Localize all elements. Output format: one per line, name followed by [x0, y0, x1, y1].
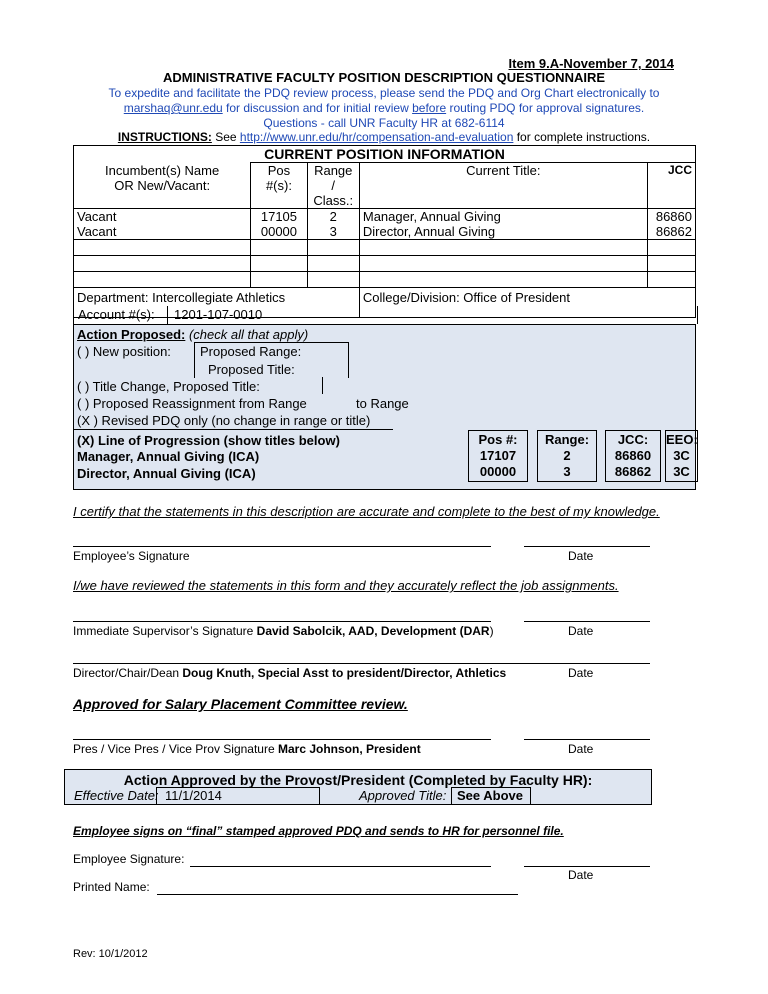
- supervisor-signature-line[interactable]: [73, 621, 491, 622]
- employee-signature-label: Employee’s Signature: [73, 549, 190, 563]
- supervisor-date-line[interactable]: [524, 621, 650, 622]
- table-row-empty: [74, 240, 696, 256]
- instructions-post: for complete instructions.: [513, 130, 651, 144]
- table-row-empty: [74, 256, 696, 272]
- action-proposed-heading: Action Proposed: (check all that apply): [77, 327, 309, 342]
- instructions-link[interactable]: http://www.unr.edu/hr/compensation-and-evaluation: [239, 130, 514, 144]
- final-note: Employee signs on “final” stamped approved PDQ and sends to HR for personnel file.: [73, 824, 564, 838]
- new-position-checkbox[interactable]: ( ) New position:: [77, 344, 171, 359]
- reassignment-checkbox[interactable]: ( ) Proposed Reassignment from Range: [77, 396, 307, 411]
- lop-jcc-box: JCC: 86860 86862: [605, 430, 661, 482]
- president-date-line[interactable]: [524, 739, 650, 740]
- reviewed-statement: I/we have reviewed the statements in this form and they accurately reflect the job assignments.: [73, 578, 619, 593]
- date-label: Date: [568, 666, 594, 680]
- header-incumbent: Incumbent(s) Name OR New/Vacant:: [74, 163, 251, 209]
- notice-email-link[interactable]: marshaq@unr.edu: [123, 101, 223, 115]
- effective-date-label: Effective Date:: [74, 788, 159, 803]
- director-signature-line[interactable]: [73, 663, 650, 664]
- employee-signature-final-line[interactable]: [190, 866, 491, 867]
- notice-line-3: Questions - call UNR Faculty HR at 682-6114: [263, 116, 505, 130]
- college-field: College/Division: Office of President: [359, 288, 695, 318]
- instructions-pre: See: [211, 130, 240, 144]
- certify-statement: I certify that the statements in this description are accurate and complete to the best of my knowledge.: [73, 504, 660, 519]
- notice-before: before: [412, 101, 447, 115]
- lop-range-box: Range: 2 3: [537, 430, 597, 482]
- lop-heading[interactable]: (X) Line of Progression (show titles below): [77, 433, 340, 448]
- instructions-line: [0, 130, 768, 144]
- table-row: Vacant 00000 3 Director, Annual Giving 86862: [74, 224, 696, 240]
- effective-date-value: 11/1/2014: [165, 788, 222, 803]
- approved-title-value: See Above: [457, 788, 523, 803]
- supervisor-signature-label: Immediate Supervisor’s Signature David Sabolcik, AAD, Development (DAR): [73, 624, 494, 638]
- header-pos: Pos #(s):: [251, 163, 307, 209]
- printed-name-label: Printed Name:: [73, 880, 150, 894]
- table-row: Vacant 17105 2 Manager, Annual Giving 86860: [74, 209, 696, 225]
- form-title: ADMINISTRATIVE FACULTY POSITION DESCRIPTION QUESTIONNAIRE: [162, 70, 606, 85]
- employee-signature-final-label: Employee Signature:: [73, 852, 185, 866]
- lop-title-2: Director, Annual Giving (ICA): [77, 466, 256, 481]
- section-title: CURRENT POSITION INFORMATION: [74, 146, 696, 163]
- date-label: Date: [568, 742, 594, 756]
- notice-line-2: [0, 101, 768, 115]
- to-range-label: to Range: [356, 396, 409, 411]
- notice-text-b: routing PDQ for approval signatures.: [446, 101, 645, 115]
- department-field: Department: Intercollegiate Athletics: [74, 288, 360, 318]
- proposed-title-label: Proposed Title:: [208, 362, 295, 377]
- employee-signature-line[interactable]: [73, 546, 491, 547]
- table-row-empty: [74, 272, 696, 288]
- date-label: Date: [568, 624, 594, 638]
- approved-title-label: Approved Title:: [359, 788, 447, 803]
- item-reference: Item 9.A-November 7, 2014: [508, 56, 674, 71]
- revised-pdq-checkbox[interactable]: (X ) Revised PDQ only (no change in range or title): [77, 413, 371, 428]
- proposed-range-label: Proposed Range:: [200, 344, 302, 359]
- employee-date-line[interactable]: [524, 546, 650, 547]
- approval-box-title: Action Approved by the Provost/President (Completed by Faculty HR):: [123, 772, 593, 788]
- director-signature-label: Director/Chair/Dean Doug Knuth, Special Asst to president/Director, Athletics: [73, 666, 507, 680]
- approved-salary-heading: Approved for Salary Placement Committee review.: [73, 696, 408, 712]
- president-signature-line[interactable]: [73, 739, 491, 740]
- header-title: Current Title:: [359, 163, 647, 209]
- current-position-section: [73, 145, 696, 318]
- header-range: Range / Class.:: [307, 163, 359, 209]
- date-label: Date: [568, 549, 594, 563]
- account-row: [73, 306, 698, 324]
- notice-text-a: for discussion and for initial review: [222, 101, 413, 115]
- employee-final-date-line[interactable]: [524, 866, 650, 867]
- date-label: Date: [568, 868, 594, 882]
- revision-date: Rev: 10/1/2012: [73, 948, 148, 960]
- president-signature-label: Pres / Vice Pres / Vice Prov Signature Marc Johnson, President: [73, 742, 421, 756]
- printed-name-line[interactable]: [157, 894, 518, 895]
- lop-title-1: Manager, Annual Giving (ICA): [77, 449, 260, 464]
- lop-eeo-box: EEO: 3C 3C: [665, 430, 698, 482]
- instructions-label: INSTRUCTIONS:: [117, 130, 212, 144]
- title-change-checkbox[interactable]: ( ) Title Change, Proposed Title:: [77, 379, 260, 394]
- notice-line-1: To expedite and facilitate the PDQ review process, please send the PDQ and Org Chart electronically to: [108, 86, 660, 100]
- lop-pos-box: Pos #: 17107 00000: [468, 430, 528, 482]
- account-label: Account #(s):: [78, 307, 155, 322]
- account-value: 1201-107-0010: [174, 307, 263, 322]
- header-jcc: JCC: [647, 163, 695, 209]
